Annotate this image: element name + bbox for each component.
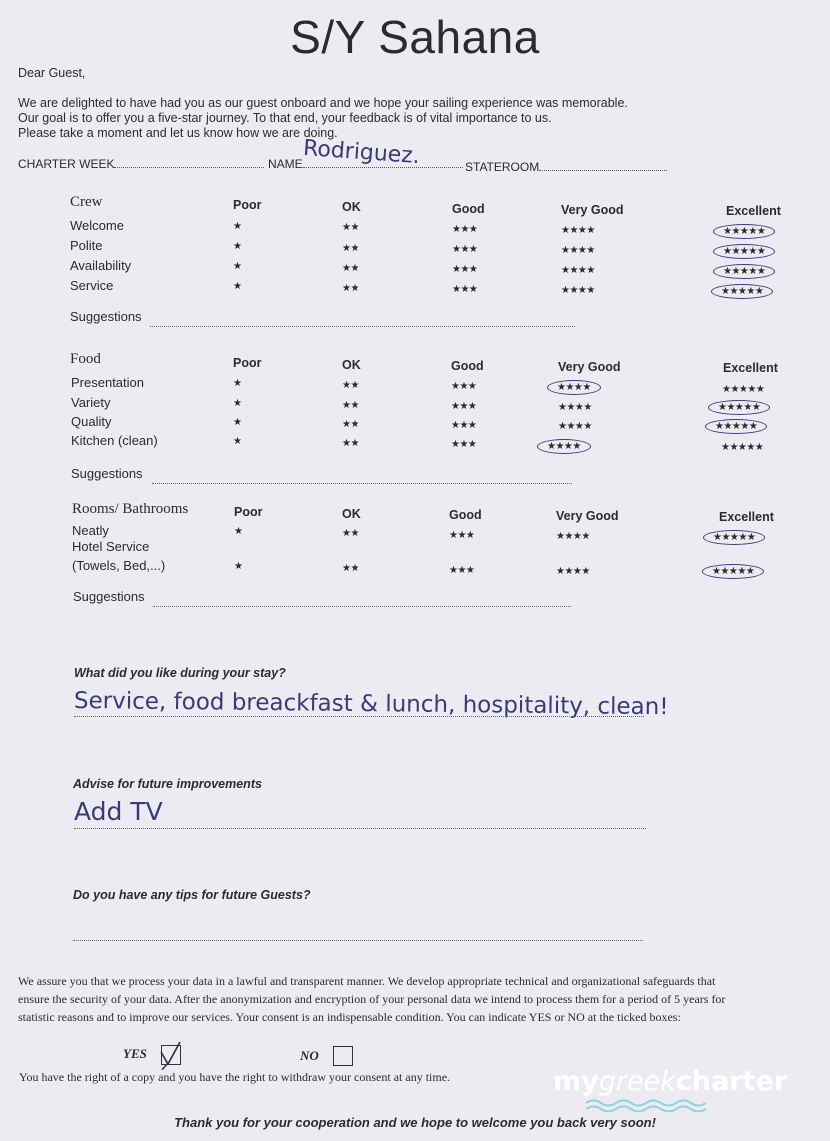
charter-week-label: CHARTER WEEK xyxy=(18,157,115,171)
name-line[interactable] xyxy=(303,167,463,168)
rating-excellent-circled[interactable]: ★★★★★ xyxy=(713,264,775,279)
stateroom-label: STATEROOM xyxy=(465,160,540,174)
rating-poor[interactable]: ★ xyxy=(233,417,242,428)
rating-ok[interactable]: ★★ xyxy=(342,263,359,274)
section-title-crew: Crew xyxy=(70,194,103,210)
row-label: Welcome xyxy=(70,218,124,233)
col-ok: OK xyxy=(342,358,361,372)
col-excellent: Excellent xyxy=(726,204,781,218)
row-label: Availability xyxy=(70,258,132,273)
stateroom-line[interactable] xyxy=(539,170,667,171)
rating-poor[interactable]: ★ xyxy=(234,526,243,537)
rating-excellent-circled[interactable]: ★★★★★ xyxy=(702,564,764,579)
consent-paragraph xyxy=(18,972,828,1026)
rating-very-good[interactable]: ★★★★ xyxy=(561,245,595,256)
consent-line: ensure the security of your data. After the anonymization and encryption of your personal data we intend to process them for a period of 5 years for xyxy=(18,992,726,1006)
rating-good[interactable]: ★★★ xyxy=(451,420,477,431)
rating-good[interactable]: ★★★ xyxy=(449,565,475,576)
rating-ok[interactable]: ★★ xyxy=(342,563,359,574)
rating-ok[interactable]: ★★ xyxy=(342,243,359,254)
rating-good[interactable]: ★★★ xyxy=(451,381,477,392)
question-improve-answer[interactable]: Add TV xyxy=(74,797,163,826)
intro-paragraph xyxy=(18,96,738,141)
intro-line: Please take a moment and let us know how we are doing. xyxy=(18,126,338,140)
question-liked-answer[interactable]: Service, food breackfast & lunch, hospitality, clean! xyxy=(73,688,669,721)
row-label: Quality xyxy=(71,414,112,429)
rating-ok[interactable]: ★★ xyxy=(342,380,359,391)
rating-good[interactable]: ★★★ xyxy=(452,244,478,255)
watermark-part-my: my xyxy=(553,1066,599,1097)
rating-excellent-circled[interactable]: ★★★★★ xyxy=(711,284,773,299)
rating-good[interactable]: ★★★ xyxy=(452,224,478,235)
consent-yes-label: YES xyxy=(123,1046,147,1061)
col-good: Good xyxy=(452,202,485,216)
rating-ok[interactable]: ★★ xyxy=(342,222,359,233)
row-label: Neatly xyxy=(72,523,109,538)
rooms-suggestions-line[interactable] xyxy=(153,606,571,607)
row-label: (Towels, Bed,...) xyxy=(72,558,166,573)
row-label-hotel-service: Hotel Service xyxy=(72,539,150,554)
col-very-good: Very Good xyxy=(561,203,624,217)
rating-very-good[interactable]: ★★★★ xyxy=(558,421,592,432)
row-label: Kitchen (clean) xyxy=(71,433,158,448)
rating-very-good[interactable]: ★★★★ xyxy=(561,285,595,296)
rating-good[interactable]: ★★★ xyxy=(452,284,478,295)
charter-week-line[interactable] xyxy=(114,167,264,168)
checkmark-icon xyxy=(158,1040,184,1070)
intro-line: Our goal is to offer you a five-star journey. To that end, your feedback is of vital importance to us. xyxy=(18,111,552,125)
rating-poor[interactable]: ★ xyxy=(234,561,243,572)
section-title-rooms: Rooms/ Bathrooms xyxy=(72,501,189,517)
row-label: Presentation xyxy=(71,375,144,390)
question-liked-label: What did you like during your stay? xyxy=(74,666,286,680)
consent-line: statistic reasons and to improve our services. Your consent is an indispensable condition. You can indicate YES or NO at the ticked boxes: xyxy=(18,1010,681,1024)
rating-very-good[interactable]: ★★★★ xyxy=(556,531,590,542)
consent-no-label: NO xyxy=(300,1048,319,1063)
rating-ok[interactable]: ★★ xyxy=(342,438,359,449)
col-ok: OK xyxy=(342,200,361,214)
rating-ok[interactable]: ★★ xyxy=(342,528,359,539)
rating-very-good-circled[interactable]: ★★★★ xyxy=(547,380,601,395)
rating-good[interactable]: ★★★ xyxy=(452,264,478,275)
crew-suggestions-line[interactable] xyxy=(150,326,575,327)
question-liked-line[interactable] xyxy=(74,716,644,717)
rating-ok[interactable]: ★★ xyxy=(342,419,359,430)
rating-excellent-circled[interactable]: ★★★★★ xyxy=(713,224,775,239)
rating-excellent-circled[interactable]: ★★★★★ xyxy=(703,530,765,545)
rating-poor[interactable]: ★ xyxy=(233,281,242,292)
name-label: NAME xyxy=(268,157,303,171)
rating-excellent[interactable]: ★★★★★ xyxy=(721,442,764,453)
rating-excellent-circled[interactable]: ★★★★★ xyxy=(705,419,767,434)
consent-line: We assure you that we process your data in a lawful and transparent manner. We develop appropriate technical and organizational safeguards that xyxy=(18,974,716,988)
rating-good[interactable]: ★★★ xyxy=(449,530,475,541)
col-poor: Poor xyxy=(233,198,262,212)
col-poor: Poor xyxy=(234,505,263,519)
rating-poor[interactable]: ★ xyxy=(233,221,242,232)
consent-no-checkbox[interactable] xyxy=(333,1046,353,1066)
rating-excellent-circled[interactable]: ★★★★★ xyxy=(708,400,770,415)
col-poor: Poor xyxy=(233,356,262,370)
name-handwritten: Rodriguez. xyxy=(302,135,421,170)
wave-icon xyxy=(586,1098,706,1112)
question-tips-line[interactable] xyxy=(73,940,643,941)
rooms-suggestions-label: Suggestions xyxy=(73,589,145,604)
watermark-part-charter: charter xyxy=(675,1066,788,1097)
col-good: Good xyxy=(451,359,484,373)
mygreekcharter-watermark xyxy=(553,1066,787,1097)
consent-rights-text: You have the right of a copy and you have the right to withdraw your consent at any time. xyxy=(19,1070,451,1084)
row-label: Variety xyxy=(71,395,111,410)
greeting: Dear Guest, xyxy=(18,66,86,80)
consent-yes-checkbox[interactable] xyxy=(161,1045,181,1065)
rating-very-good[interactable]: ★★★★ xyxy=(558,402,592,413)
rating-poor[interactable]: ★ xyxy=(233,436,242,447)
question-improve-line[interactable] xyxy=(74,828,646,829)
question-improve-label: Advise for future improvements xyxy=(73,777,262,791)
page-title: S/Y Sahana xyxy=(290,11,540,63)
rating-excellent[interactable]: ★★★★★ xyxy=(722,384,765,395)
rating-poor[interactable]: ★ xyxy=(233,398,242,409)
rating-poor[interactable]: ★ xyxy=(233,241,242,252)
section-title-food: Food xyxy=(70,351,101,367)
food-suggestions-line[interactable] xyxy=(152,483,572,484)
rating-very-good[interactable]: ★★★★ xyxy=(556,566,590,577)
row-label: Polite xyxy=(70,238,103,253)
rating-ok[interactable]: ★★ xyxy=(342,283,359,294)
stateroom-field[interactable] xyxy=(465,160,667,174)
rating-very-good-circled[interactable]: ★★★★ xyxy=(537,439,591,454)
rating-excellent-circled[interactable]: ★★★★★ xyxy=(713,244,775,259)
rating-good[interactable]: ★★★ xyxy=(451,439,477,450)
col-excellent: Excellent xyxy=(723,361,778,375)
rating-very-good[interactable]: ★★★★ xyxy=(561,265,595,276)
food-suggestions-label: Suggestions xyxy=(71,466,143,481)
col-good: Good xyxy=(449,508,482,522)
footer-thanks: Thank you for your cooperation and we hope to welcome you back very soon! xyxy=(174,1115,656,1130)
intro-line: We are delighted to have had you as our guest onboard and we hope your sailing experience was memorable. xyxy=(18,96,628,110)
col-ok: OK xyxy=(342,507,361,521)
crew-suggestions-label: Suggestions xyxy=(70,309,142,324)
watermark-part-greek: greek xyxy=(598,1066,676,1097)
col-very-good: Very Good xyxy=(558,360,621,374)
row-label: Service xyxy=(70,278,114,293)
rating-poor[interactable]: ★ xyxy=(233,378,242,389)
rating-very-good[interactable]: ★★★★ xyxy=(561,225,595,236)
charter-week-field[interactable] xyxy=(18,157,264,171)
col-excellent: Excellent xyxy=(719,510,774,524)
col-very-good: Very Good xyxy=(556,509,619,523)
rating-ok[interactable]: ★★ xyxy=(342,400,359,411)
rating-good[interactable]: ★★★ xyxy=(451,401,477,412)
question-tips-label: Do you have any tips for future Guests? xyxy=(73,888,311,902)
rating-poor[interactable]: ★ xyxy=(233,261,242,272)
